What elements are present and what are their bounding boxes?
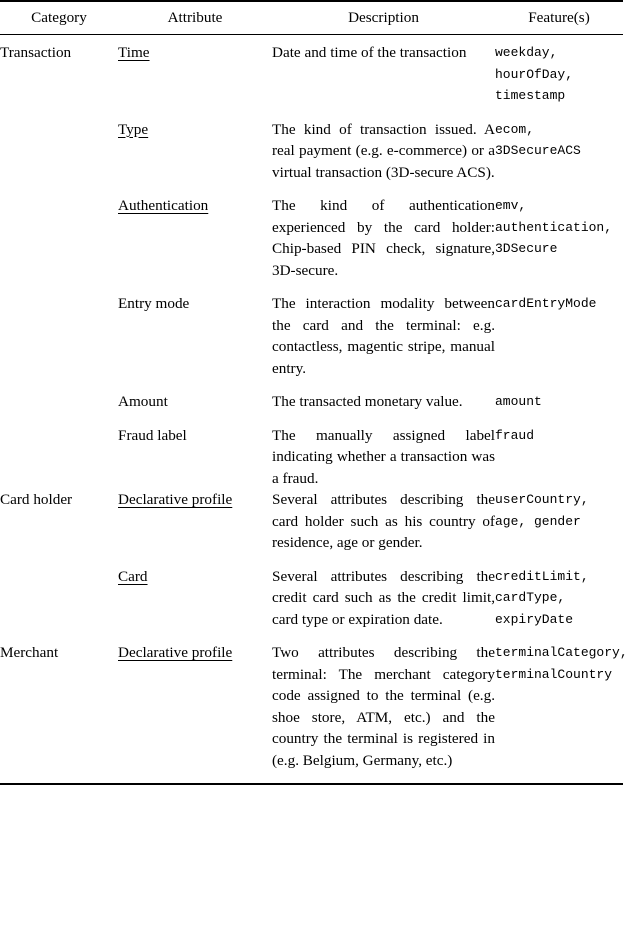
column-header-features: Feature(s) [528, 9, 590, 26]
cell-features: cardEntryMode [495, 296, 597, 311]
attribute-label: Amount [118, 393, 168, 410]
table-row [0, 183, 623, 281]
cell-category [0, 107, 118, 184]
cell-features: weekday, hourOfDay, timestamp [495, 45, 574, 103]
table-header [0, 2, 623, 34]
table-body [0, 35, 628, 783]
cell-features: creditLimit, cardType, expiryDate [495, 568, 589, 627]
cell-category: Transaction [0, 44, 72, 61]
cell-category [0, 183, 118, 281]
attribute-label: Authentication [118, 197, 209, 214]
cell-features: fraud [495, 427, 535, 443]
column-header-attribute: Attribute [167, 9, 223, 26]
cell-category [0, 379, 118, 413]
cell-category [0, 413, 118, 490]
cell-features: userCountry, age, gender [495, 492, 589, 529]
attribute-label: Type [118, 120, 149, 138]
cell-category [0, 554, 118, 631]
table-row [0, 554, 623, 631]
cell-category: Card holder [0, 491, 73, 508]
table [0, 2, 623, 34]
cell-category: Merchant [0, 644, 59, 661]
cell-category [0, 281, 118, 379]
cell-description: Two attributes describing the terminal: The merchant category code assigned to the terminal (e.g. shoe store, ATM, etc.) and the country the terminal is registered in (e.g. Belgium, Germany, etc.) [272, 644, 495, 769]
cell-features: terminalCategory, terminalCountry [495, 645, 628, 682]
cell-description: The transacted monetary value. [272, 393, 463, 410]
attribute-label: Entry mode [118, 295, 190, 312]
table-row [0, 413, 623, 490]
cell-attribute [118, 554, 272, 631]
cell-description: Several attributes describing the card holder such as his country of residence, age or gender. [272, 491, 495, 551]
table-row [0, 281, 623, 379]
cell-attribute [118, 379, 272, 413]
cell-attribute [118, 281, 272, 379]
column-header-description: Description [348, 9, 419, 26]
attribute-label: Declarative profile [118, 644, 233, 661]
cell-features: ecom, 3DSecureACS [495, 121, 581, 158]
cell-description: Date and time of the transaction [272, 44, 467, 61]
cell-features: emv, authentication, 3DSecure [495, 198, 613, 256]
cell-description: The kind of authentication experienced by the card holder: Chip-based PIN check, signature, 3D-secure. [272, 197, 495, 279]
cell-attribute [118, 183, 272, 281]
table-row [0, 489, 623, 554]
table-row [0, 35, 623, 107]
attribute-label: Fraud label [118, 426, 187, 444]
table-row [0, 379, 623, 413]
cell-attribute [118, 489, 272, 554]
cell-description: The manually assigned label indicating whether a transaction was a fraud. [272, 426, 495, 487]
table-row [0, 630, 623, 783]
column-header-category: Category [31, 9, 87, 26]
cell-attribute [118, 35, 272, 107]
table-body-table [0, 35, 628, 783]
table-header-row [0, 2, 623, 34]
cell-description: Several attributes describing the credit card such as the credit limit, card type or expiration date. [272, 567, 495, 628]
cell-features: amount [495, 394, 542, 409]
attribute-label: Declarative profile [118, 491, 233, 508]
attribute-label: Card [118, 567, 148, 585]
table-bottom-rule [0, 783, 623, 785]
cell-attribute [118, 630, 272, 783]
cell-attribute [118, 107, 272, 184]
attribute-label: Time [118, 44, 150, 61]
cell-description: The kind of transaction issued. A real payment (e.g. e-commerce) or a virtual transaction (3D-secure ACS). [272, 120, 495, 181]
cell-attribute [118, 413, 272, 490]
cell-description: The interaction modality between the card and the terminal: e.g. contactless, magentic stripe, manual entry. [272, 295, 495, 377]
table-row [0, 107, 623, 184]
